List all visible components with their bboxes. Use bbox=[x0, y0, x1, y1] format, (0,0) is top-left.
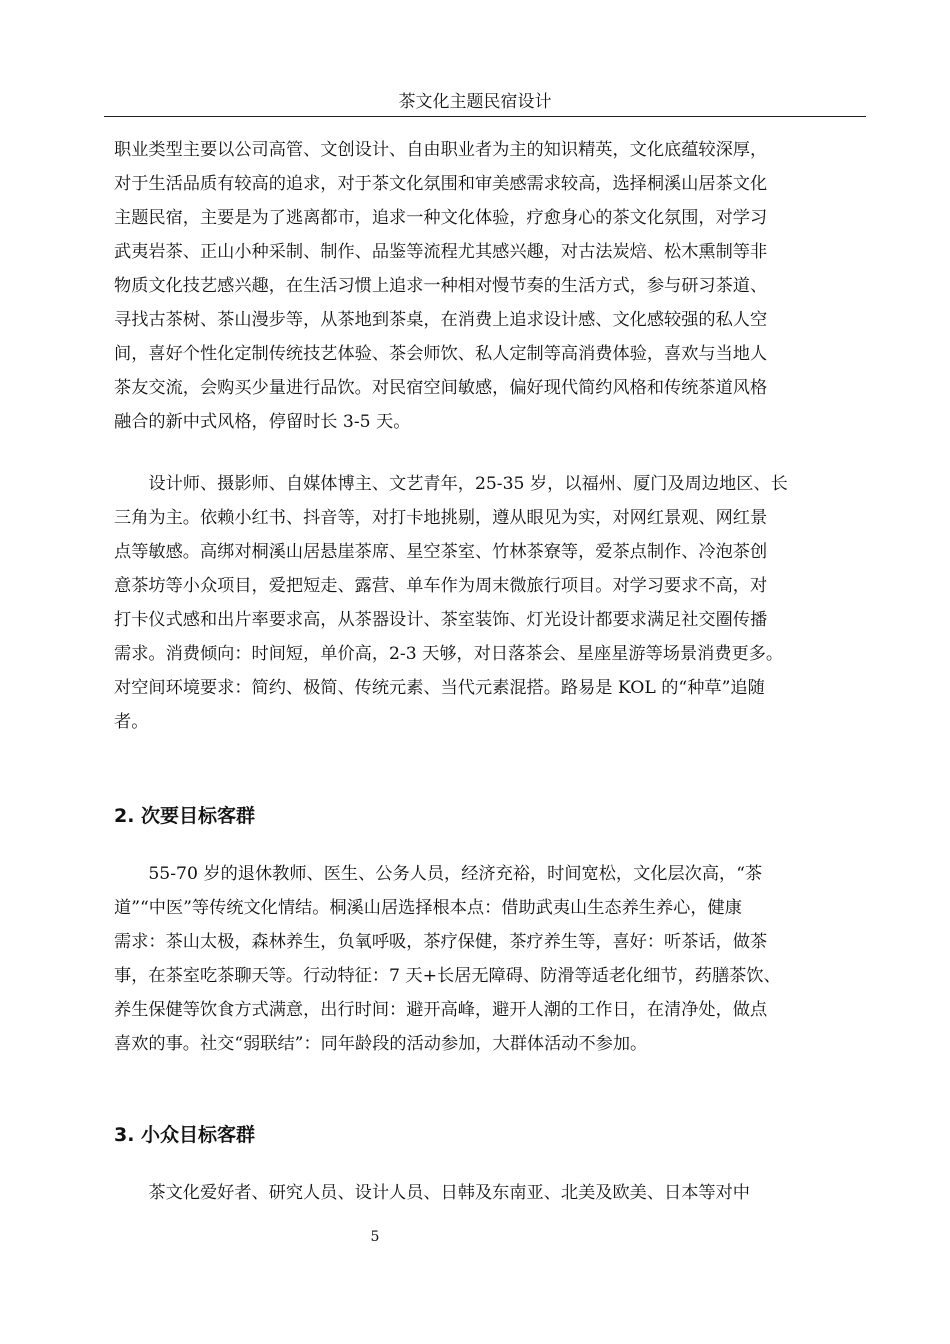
text-line: 者。 bbox=[114, 712, 149, 732]
paragraph-secondary-audience bbox=[114, 857, 858, 1061]
text-line: 对于生活品质有较高的追求，对于茶文化氛围和审美感需求较高，选择桐溪山居茶文化 bbox=[114, 174, 768, 194]
text-line: 职业类型主要以公司高管、文创设计、自由职业者为主的知识精英，文化底蕴较深厚， bbox=[114, 140, 768, 160]
running-header-title: 茶文化主题民宿设计 bbox=[398, 92, 552, 112]
section-heading-secondary-audience: 2. 次要目标客群 bbox=[114, 805, 256, 827]
text-line: 需求：茶山太极，森林养生，负氧呼吸，茶疗保健，茶疗养生等，喜好：听茶话，做茶 bbox=[114, 932, 768, 952]
paragraph-niche-audience bbox=[114, 1176, 858, 1210]
text-line: 物质文化技艺感兴趣，在生活习惯上追求一种相对慢节奏的生活方式，参与研习茶道、 bbox=[114, 276, 768, 296]
paragraph-primary-audience bbox=[114, 133, 858, 439]
text-line: 寻找古茶树、茶山漫步等，从茶地到茶桌，在消费上追求设计感、文化感较强的私人空 bbox=[114, 310, 768, 330]
text-line: 意茶坊等小众项目，爱把短走、露营、单车作为周末微旅行项目。对学习要求不高，对 bbox=[114, 576, 768, 596]
text-line: 间，喜好个性化定制传统技艺体验、茶会师饮、私人定制等高消费体验，喜欢与当地人 bbox=[114, 344, 768, 364]
text-line: 打卡仪式感和出片率要求高，从茶器设计、茶室装饰、灯光设计都要求满足社交圈传播 bbox=[114, 610, 768, 630]
text-line: 茶友交流，会购买少量进行品饮。对民宿空间敏感，偏好现代简约风格和传统茶道风格 bbox=[114, 378, 768, 398]
text-line: 需求。消费倾向：时间短，单价高，2-3 天够，对日落茶会、星座星游等场景消费更多。 bbox=[114, 644, 784, 664]
text-line: 设计师、摄影师、自媒体博主、文艺青年，25-35 岁，以福州、厦门及周边地区、长 bbox=[114, 474, 788, 494]
header-divider bbox=[104, 116, 866, 117]
paragraph-young-creatives bbox=[114, 467, 858, 739]
text-line: 三角为主。依赖小红书、抖音等，对打卡地挑剔，遵从眼见为实，对网红景观、网红景 bbox=[114, 508, 768, 528]
text-line: 喜欢的事。社交“弱联结”：同年龄段的活动参加，大群体活动不参加。 bbox=[114, 1034, 648, 1054]
section-heading-niche-audience: 3. 小众目标客群 bbox=[114, 1124, 256, 1146]
text-line: 武夷岩茶、正山小种采制、制作、品鉴等流程尤其感兴趣，对古法炭焙、松木熏制等非 bbox=[114, 242, 768, 262]
text-line: 主题民宿，主要是为了逃离都市，追求一种文化体验，疗愈身心的茶文化氛围，对学习 bbox=[114, 208, 768, 228]
page-number: 5 bbox=[370, 1229, 380, 1245]
text-line: 对空间环境要求：简约、极简、传统元素、当代元素混搭。路易是 KOL 的“种草”追随 bbox=[114, 678, 765, 698]
text-line: 道”“中医”等传统文化情结。桐溪山居选择根本点：借助武夷山生态养生养心，健康 bbox=[114, 898, 742, 918]
text-line: 茶文化爱好者、研究人员、设计人员、日韩及东南亚、北美及欧美、日本等对中 bbox=[114, 1183, 750, 1203]
text-line: 事，在茶室吃茶聊天等。行动特征：7 天+长居无障碍、防滑等适老化细节，药膳茶饮、 bbox=[114, 966, 781, 986]
text-line: 55-70 岁的退休教师、医生、公务人员，经济充裕，时间宽松，文化层次高，“茶 bbox=[114, 864, 763, 884]
text-line: 养生保健等饮食方式满意，出行时间：避开高峰，避开人潮的工作日，在清净处，做点 bbox=[114, 1000, 768, 1020]
text-line: 点等敏感。高绑对桐溪山居悬崖茶席、星空茶室、竹林茶寮等，爱茶点制作、冷泡茶创 bbox=[114, 542, 768, 562]
text-line: 融合的新中式风格，停留时长 3-5 天。 bbox=[114, 412, 411, 432]
